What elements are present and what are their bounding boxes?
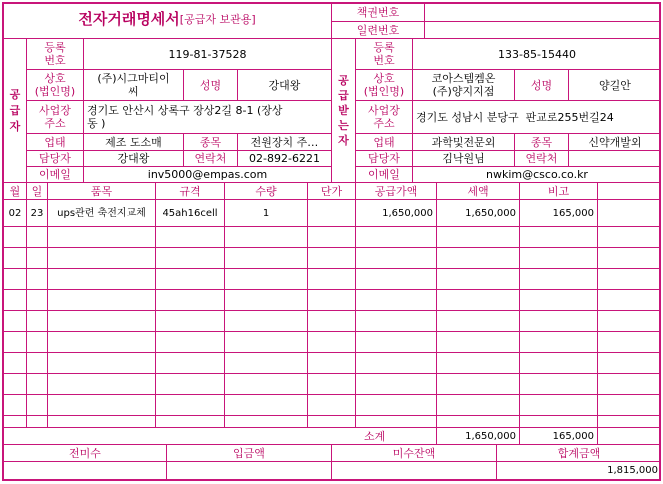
total-label: 합계금액 bbox=[557, 446, 601, 460]
receiver-reg-no-label: 등록 번호 bbox=[373, 41, 395, 67]
supplier-reg-no-label: 등록 번호 bbox=[44, 41, 66, 67]
col-unit-price: 단가 bbox=[320, 184, 343, 198]
receiver-address-label: 사업장 주소 bbox=[368, 104, 400, 130]
receiver-manager: 김낙원님 bbox=[442, 152, 485, 165]
supplier-side-label bbox=[4, 39, 26, 182]
receiver-manager-label: 담당자 bbox=[368, 152, 400, 165]
supplier-email: inv5000@empas.com bbox=[147, 168, 268, 181]
balance-label: 미수잔액 bbox=[392, 446, 436, 460]
page-title bbox=[4, 4, 330, 34]
supplier-biz-type-label: 업태 bbox=[44, 135, 66, 149]
title-text: 전자거래명세서 bbox=[78, 9, 180, 28]
row-item: ups관련 축전지교체 bbox=[57, 207, 146, 219]
receiver-side-label bbox=[332, 39, 355, 182]
row-supply: 1,650,000 bbox=[465, 207, 516, 219]
hline bbox=[2, 247, 661, 248]
row-note bbox=[598, 200, 661, 226]
row-day: 23 bbox=[30, 207, 44, 219]
receiver-email: nwkim@csco.co.kr bbox=[486, 168, 588, 181]
hline bbox=[2, 415, 661, 416]
supplier-manager-label: 담당자 bbox=[39, 152, 71, 165]
side-char: 는 bbox=[338, 119, 349, 132]
col-spec: 규격 bbox=[179, 184, 201, 198]
supplier-phone: 02-892-6221 bbox=[249, 152, 320, 165]
supplier-company: (주)시그마티이 씨 bbox=[97, 72, 170, 98]
col-tax: 세액 bbox=[467, 184, 489, 198]
title-sub: [공급자 보관용] bbox=[179, 12, 256, 26]
serial-no-label: 일련번호 bbox=[356, 23, 400, 37]
book-no-label: 책권번호 bbox=[356, 5, 400, 19]
unpaid-value bbox=[4, 462, 166, 479]
col-month: 월 bbox=[9, 184, 21, 198]
supplier-reg-no: 119-81-37528 bbox=[168, 47, 247, 61]
balance-value bbox=[332, 462, 496, 479]
receiver-item: 신약개발외 bbox=[588, 135, 642, 149]
side-char: 급 bbox=[9, 103, 21, 117]
supplier-email-label: 이메일 bbox=[39, 168, 71, 181]
supplier-biz-type: 제조 도소매 bbox=[105, 135, 162, 149]
supplier-address-label: 사업장 주소 bbox=[39, 104, 71, 130]
subtotal-label: 소계 bbox=[364, 429, 386, 443]
supplier-address: 경기도 안산시 상록구 장상2길 8-1 (장상 동 ) bbox=[87, 104, 283, 130]
receiver-ceo: 양길안 bbox=[599, 78, 631, 92]
receiver-biz-type: 과학및전문외 bbox=[431, 135, 496, 149]
paid-value bbox=[167, 462, 331, 479]
hline bbox=[2, 226, 661, 227]
hline bbox=[2, 268, 661, 269]
supplier-phone-label: 연락처 bbox=[194, 152, 227, 165]
receiver-reg-no: 133-85-15440 bbox=[498, 47, 576, 61]
supplier-item: 전원장치 주… bbox=[250, 135, 319, 149]
receiver-address: 경기도 성남시 분당구 판교로255번길24 bbox=[416, 110, 614, 124]
row-month: 02 bbox=[8, 207, 22, 219]
subtotal-supply: 1,650,000 bbox=[465, 430, 516, 442]
side-char: 공 bbox=[338, 74, 349, 87]
hline bbox=[2, 394, 661, 395]
receiver-email-label: 이메일 bbox=[368, 168, 400, 181]
paid-label: 입금액 bbox=[233, 446, 265, 460]
side-char: 공 bbox=[9, 87, 21, 101]
supplier-item-label: 종목 bbox=[199, 135, 222, 149]
col-day: 일 bbox=[31, 184, 43, 198]
serial-no-value bbox=[425, 22, 661, 38]
receiver-phone bbox=[569, 151, 661, 166]
side-char: 자 bbox=[9, 119, 21, 133]
hline bbox=[2, 373, 661, 374]
col-item: 품목 bbox=[90, 184, 113, 198]
supplier-company-label: 상호 (법인명) bbox=[34, 72, 76, 98]
supplier-ceo: 강대왕 bbox=[268, 78, 301, 92]
hline bbox=[2, 289, 661, 290]
side-char: 받 bbox=[338, 104, 349, 117]
row-unit-price: 1,650,000 bbox=[382, 207, 433, 219]
receiver-company: 코아스템켐온 (주)양지지점 bbox=[431, 72, 496, 98]
hline bbox=[2, 331, 661, 332]
book-no-value bbox=[425, 3, 661, 21]
supplier-manager: 강대왕 bbox=[117, 152, 150, 165]
col-qty: 수량 bbox=[255, 184, 277, 198]
row-spec: 45ah16cell bbox=[162, 207, 218, 219]
subtotal-tax: 165,000 bbox=[552, 430, 594, 442]
receiver-ceo-label: 성명 bbox=[530, 78, 553, 92]
col-supply: 공급가액 bbox=[374, 184, 418, 198]
col-note: 비고 bbox=[547, 184, 570, 198]
row-tax: 165,000 bbox=[552, 207, 594, 219]
receiver-biz-type-label: 업태 bbox=[373, 135, 395, 149]
receiver-phone-label: 연락처 bbox=[525, 152, 558, 165]
receiver-item-label: 종목 bbox=[530, 135, 553, 149]
hline bbox=[2, 352, 661, 353]
row-qty: 1 bbox=[262, 207, 270, 219]
hline bbox=[2, 310, 661, 311]
receiver-company-label: 상호 (법인명) bbox=[363, 72, 405, 98]
unpaid-label: 전미수 bbox=[69, 446, 101, 460]
supplier-ceo-label: 성명 bbox=[199, 78, 222, 92]
total-value: 1,815,000 bbox=[607, 465, 658, 476]
side-char: 자 bbox=[338, 134, 349, 147]
side-char: 급 bbox=[338, 89, 349, 102]
